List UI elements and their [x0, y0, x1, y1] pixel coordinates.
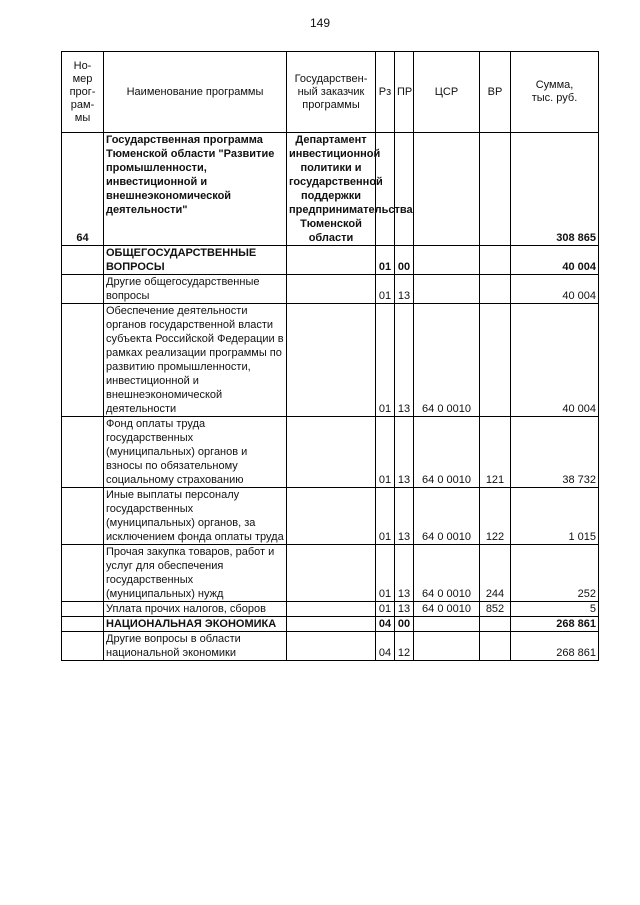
program-row	[62, 133, 599, 246]
row-csr: 64 0 0010	[414, 545, 480, 602]
row-customer	[287, 617, 376, 632]
row-sum: 40 004	[511, 275, 599, 304]
row-number	[62, 304, 104, 417]
row-customer	[287, 632, 376, 661]
row-rz: 01	[376, 545, 395, 602]
row-customer	[287, 545, 376, 602]
program-name: Государственная программа Тюменской области "Развитие промышленности, инвестиционной и внешнеэкономической деятельности"	[104, 133, 287, 246]
row-pr: 13	[395, 545, 414, 602]
row-vr	[480, 275, 511, 304]
row-sum: 40 004	[511, 304, 599, 417]
row-sum: 5	[511, 602, 599, 617]
row-pr: 13	[395, 275, 414, 304]
row-sum: 268 861	[511, 617, 599, 632]
program-sum: 308 865	[511, 133, 599, 246]
table-row	[62, 602, 599, 617]
row-customer	[287, 488, 376, 545]
row-number	[62, 632, 104, 661]
row-number	[62, 246, 104, 275]
row-vr	[480, 632, 511, 661]
budget-table	[61, 51, 599, 661]
row-csr	[414, 246, 480, 275]
header-sum: Сумма, тыс. руб.	[511, 52, 599, 133]
program-customer: Департамент инвестиционной политики и государственной поддержки предпринимательства Тюменской области	[287, 133, 376, 246]
row-number	[62, 545, 104, 602]
table-row	[62, 632, 599, 661]
row-customer	[287, 602, 376, 617]
row-rz: 04	[376, 617, 395, 632]
row-sum: 268 861	[511, 632, 599, 661]
row-pr: 00	[395, 617, 414, 632]
row-rz: 01	[376, 417, 395, 488]
header-customer: Государствен- ный заказчик программы	[287, 52, 376, 133]
table-row	[62, 617, 599, 632]
row-vr	[480, 617, 511, 632]
table-row	[62, 246, 599, 275]
row-vr: 852	[480, 602, 511, 617]
row-name: Уплата прочих налогов, сборов	[104, 602, 287, 617]
header-csr: ЦСР	[414, 52, 480, 133]
row-customer	[287, 275, 376, 304]
header-program-name: Наименование программы	[104, 52, 287, 133]
row-name: Иные выплаты персоналу государственных (муниципальных) органов, за исключением фонда оплаты труда	[104, 488, 287, 545]
table-row	[62, 488, 599, 545]
row-rz: 01	[376, 602, 395, 617]
table-row	[62, 417, 599, 488]
row-name: Другие общегосударственные вопросы	[104, 275, 287, 304]
row-csr	[414, 275, 480, 304]
row-vr: 121	[480, 417, 511, 488]
program-number: 64	[62, 133, 104, 246]
row-csr	[414, 632, 480, 661]
row-number	[62, 488, 104, 545]
table-row	[62, 275, 599, 304]
row-csr: 64 0 0010	[414, 602, 480, 617]
row-sum: 252	[511, 545, 599, 602]
row-pr: 00	[395, 246, 414, 275]
row-pr: 13	[395, 488, 414, 545]
row-name: Обеспечение деятельности органов государственной власти субъекта Российской Федерации в рамках реализации программы по развитию промышленности, инвестиционной и внешнеэкономической деятельности	[104, 304, 287, 417]
header-row	[62, 52, 599, 133]
row-vr	[480, 304, 511, 417]
row-number	[62, 275, 104, 304]
row-number	[62, 417, 104, 488]
row-rz: 04	[376, 632, 395, 661]
header-pr: ПР	[395, 52, 414, 133]
row-pr: 13	[395, 417, 414, 488]
row-pr: 13	[395, 304, 414, 417]
header-rz: Рз	[376, 52, 395, 133]
page-number: 149	[309, 16, 331, 30]
row-name: НАЦИОНАЛЬНАЯ ЭКОНОМИКА	[104, 617, 287, 632]
row-vr: 122	[480, 488, 511, 545]
row-customer	[287, 417, 376, 488]
row-name: ОБЩЕГОСУДАРСТВЕННЫЕ ВОПРОСЫ	[104, 246, 287, 275]
header-vr: ВР	[480, 52, 511, 133]
row-name: Другие вопросы в области национальной экономики	[104, 632, 287, 661]
row-csr: 64 0 0010	[414, 488, 480, 545]
row-name: Прочая закупка товаров, работ и услуг для обеспечения государственных (муниципальных) нужд	[104, 545, 287, 602]
row-csr	[414, 617, 480, 632]
row-customer	[287, 304, 376, 417]
row-rz: 01	[376, 275, 395, 304]
row-rz: 01	[376, 488, 395, 545]
row-number	[62, 602, 104, 617]
row-customer	[287, 246, 376, 275]
row-csr: 64 0 0010	[414, 417, 480, 488]
row-sum: 38 732	[511, 417, 599, 488]
row-rz: 01	[376, 246, 395, 275]
row-vr	[480, 246, 511, 275]
row-rz: 01	[376, 304, 395, 417]
row-vr: 244	[480, 545, 511, 602]
row-csr: 64 0 0010	[414, 304, 480, 417]
header-program-number: Но- мер прог- рам- мы	[62, 52, 104, 133]
table-row	[62, 304, 599, 417]
table-row	[62, 545, 599, 602]
row-pr: 13	[395, 602, 414, 617]
row-name: Фонд оплаты труда государственных (муниципальных) органов и взносы по обязательному социальному страхованию	[104, 417, 287, 488]
row-sum: 40 004	[511, 246, 599, 275]
row-pr: 12	[395, 632, 414, 661]
row-sum: 1 015	[511, 488, 599, 545]
row-number	[62, 617, 104, 632]
